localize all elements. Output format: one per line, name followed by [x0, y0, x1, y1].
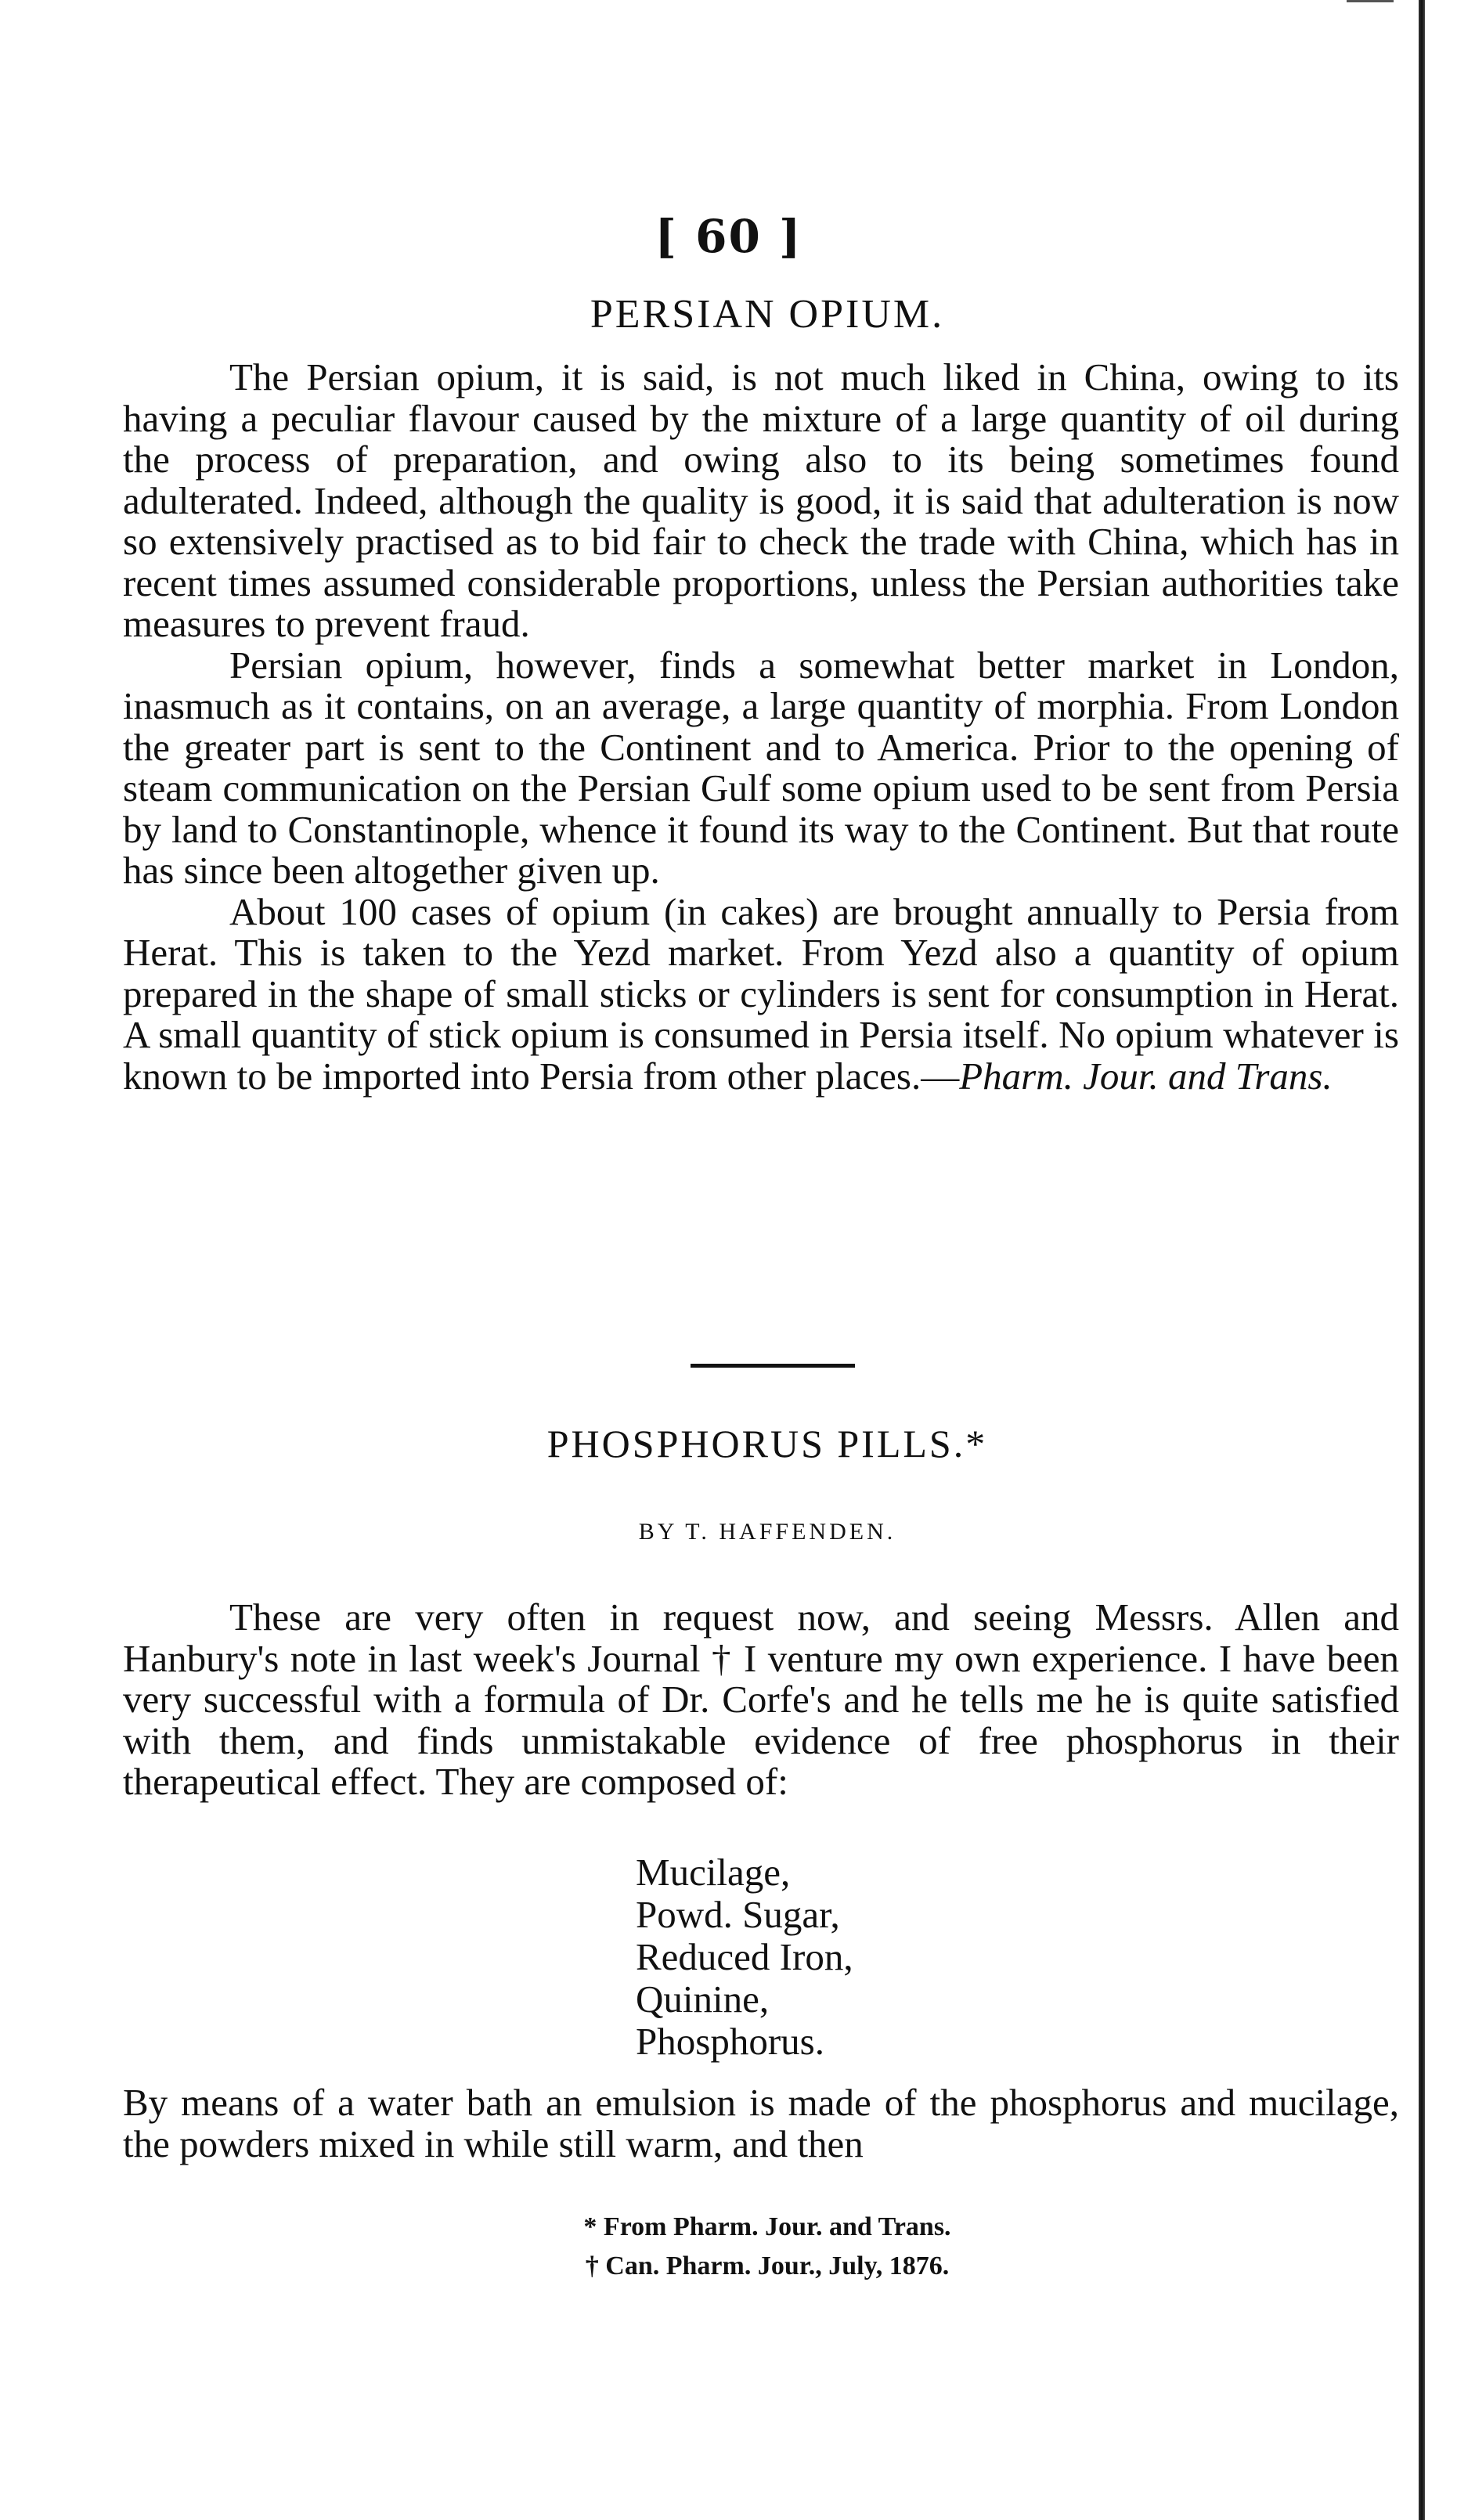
paragraph-text: About 100 cases of opium (in cakes) are brought annually to Persia from Herat. This is taken to the Yezd market. From Yezd also a quantity of opium prepared in the shape of small sticks or cylinders is sent for consumption in Herat. A small quantity of stick opium is consumed in Persia itself. No opium whatever is known to be imported into Persia from other places.— — [123, 889, 1399, 1098]
page-number: [ 60 ] — [655, 210, 802, 263]
ingredient-item: Phosphorus. — [636, 2020, 824, 2063]
article-body-phosphorus-pills — [123, 1597, 1399, 1803]
ingredient-item: Reduced Iron, — [636, 1935, 853, 1978]
page-edge-mark — [1347, 0, 1394, 2]
paragraph — [123, 889, 1399, 1098]
footnotes — [0, 2208, 1457, 2286]
article-body-persian-opium — [123, 357, 1399, 1097]
article-title-phosphorus-pills: PHOSPHORUS PILLS.* — [546, 1422, 988, 1465]
ingredient-list — [636, 1851, 853, 2063]
byline: BY T. HAFFENDEN. — [638, 1519, 896, 1545]
footnote: * From Pharm. Jour. and Trans. — [583, 2212, 951, 2241]
paragraph: By means of a water bath an emulsion is made of the phosphorus and mucilage, the powders mixed in while still warm, and then — [123, 2081, 1399, 2165]
footnote: † Can. Pharm. Jour., July, 1876. — [585, 2251, 950, 2280]
paragraph: These are very often in request now, and seeing Messrs. Allen and Hanbury's note in last week's Journal † I venture my own experience. I have been very successful with a formula of Dr. Corfe's and he tells me he is quite satisfied with them, and finds unmistakable evidence of free phosphorus in their therapeutical effect. They are composed of: — [123, 1595, 1399, 1803]
ingredient-item: Powd. Sugar, — [636, 1893, 840, 1936]
article-title-persian-opium: PERSIAN OPIUM. — [590, 292, 945, 337]
paragraph: Persian opium, however, finds a somewhat better market in London, inasmuch as it contains, on an average, a large quantity of morphia. From London the greater part is sent to the Continent and to America. Prior to the opening of steam communication on the Persian Gulf some opium used to be sent from Persia by land to Constantinople, whence it found its way to the Continent. But that route has since been altogether given up. — [123, 643, 1399, 892]
ingredient-item: Quinine, — [636, 1977, 770, 2021]
article-continuation — [123, 2082, 1399, 2165]
ingredient-item: Mucilage, — [636, 1851, 791, 1894]
section-divider — [691, 1364, 855, 1368]
paragraph: The Persian opium, it is said, is not much liked in China, owing to its having a peculiar flavour caused by the mixture of a large quantity of oil during the process of preparation, and owing also to its being sometimes found adulterated. Indeed, although the quality is good, it is said that adulteration is now so extensively practised as to bid fair to check the trade with China, which has in recent times assumed considerable proportions, unless the Persian authorities take measures to prevent fraud. — [123, 355, 1399, 645]
binding-edge — [1419, 0, 1425, 2520]
source-citation: Pharm. Jour. and Trans. — [959, 1054, 1333, 1098]
